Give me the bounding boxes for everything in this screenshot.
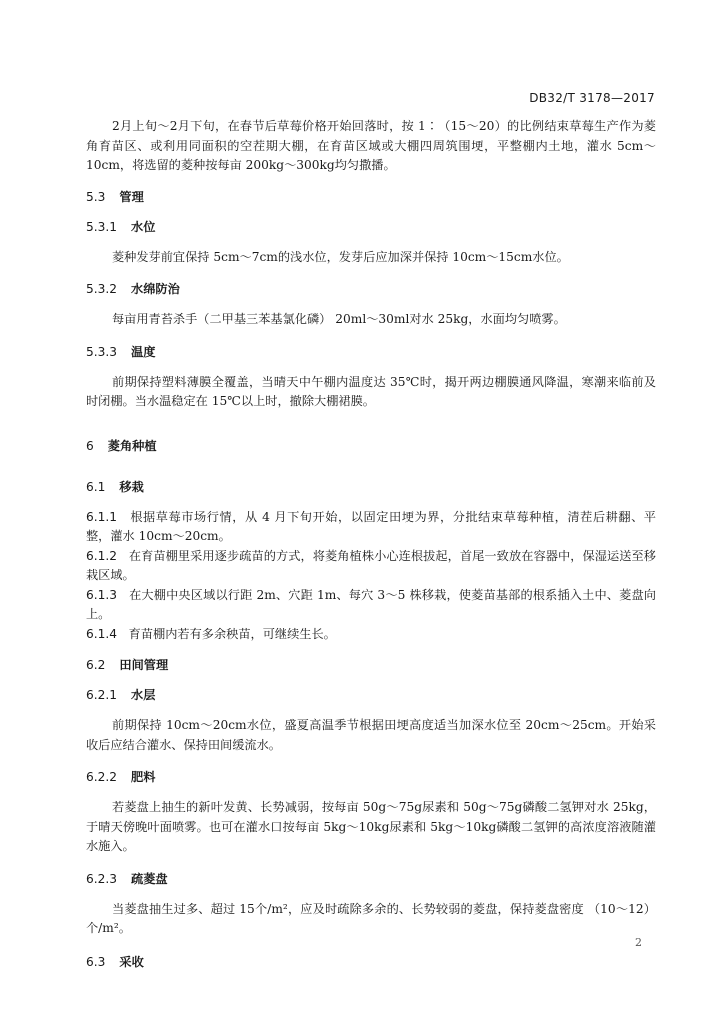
section-title: 采收 (119, 954, 144, 969)
section-heading (86, 478, 656, 495)
section-title: 水位 (131, 219, 156, 234)
section-heading (86, 656, 656, 673)
paragraph: 2月上旬～2月下旬，在春节后草莓价格开始回落时，按 1∶（15～20）的比例结束草莓生产作为菱角育苗区、或利用同面积的空茬期大棚，在育苗区域或大棚四周筑围埂，平整棚内土地，灌水 5cm～10cm，将选留的菱种按每亩 200kg～300kg均匀撒播。 (86, 119, 656, 172)
item-text: 在育苗棚里采用逐步疏苗的方式，将菱角植株小心连根拔起，首尾一致放在容器中，保湿运送至移栽区域。 (86, 548, 656, 582)
paragraph: 若菱盘上抽生的新叶发黄、长势减弱，按每亩 50g～75g尿素和 50g～75g磷酸二氢钾对水 25kg，于晴天傍晚叶面喷雾。也可在灌水口按每亩 5kg～10kg尿素和 5kg～10kg磷酸二氢钾的高浓度溶液随灌水施入。 (86, 800, 656, 853)
section-number: 5.3 (86, 189, 106, 204)
section-number: 6.2 (86, 658, 106, 672)
chapter-number: 6 (86, 438, 94, 453)
page-content (86, 117, 656, 970)
section-number: 6.1 (86, 479, 106, 494)
section-heading (86, 953, 656, 970)
section-number: 6.3 (86, 954, 106, 969)
section-heading (86, 686, 656, 703)
section-number: 5.3.2 (86, 282, 118, 296)
item-text: 根据草莓市场行情，从 4 月下旬开始，以固定田埂为界，分批结束草莓种植，清茬后耕翻、平整，灌水 10cm～20cm。 (86, 509, 656, 543)
section-number: 5.3.1 (86, 219, 118, 234)
section-number: 5.3.3 (86, 344, 118, 359)
item-text: 育苗棚内若有多余秧苗，可继续生长。 (128, 626, 336, 641)
section-title: 肥料 (131, 770, 156, 784)
section-number: 6.2.2 (86, 770, 118, 784)
section-title: 疏菱盘 (131, 871, 168, 886)
section-title: 移栽 (119, 479, 144, 494)
numbered-item (86, 625, 656, 645)
section-title: 田间管理 (119, 658, 169, 672)
paragraph: 前期保持塑料薄膜全覆盖，当晴天中午棚内温度达 35℃时，揭开两边棚膜通风降温，寒潮来临前及时闭棚。当水温稳定在 15℃以上时，撤除大棚裙膜。 (86, 374, 656, 408)
numbered-item (86, 508, 656, 547)
paragraph: 菱种发芽前宜保持 5cm～7cm的浅水位，发芽后应加深并保持 10cm～15cm水位。 (112, 249, 569, 264)
section-title: 水层 (131, 688, 156, 702)
chapter-heading (86, 437, 656, 454)
numbered-item (86, 547, 656, 586)
page-number: 2 (635, 936, 642, 949)
numbered-item (86, 586, 656, 625)
section-title: 温度 (131, 344, 156, 359)
section-title: 水绵防治 (131, 282, 180, 296)
section-heading (86, 218, 656, 235)
section-title: 管理 (119, 189, 144, 204)
item-text: 在大棚中央区域以行距 2m、穴距 1m、每穴 3～5 株移栽，使菱苗基部的根系插入土中、菱盘向上。 (86, 587, 656, 621)
section-heading (86, 188, 656, 205)
section-heading (86, 768, 656, 785)
section-heading (86, 280, 656, 297)
chapter-title: 菱角种植 (107, 438, 157, 453)
item-number: 6.1.2 (86, 548, 118, 563)
item-number: 6.1.4 (86, 626, 118, 641)
paragraph: 每亩用青苔杀手（二甲基三苯基氯化磷） 20ml～30ml对水 25kg，水面均匀喷雾。 (112, 312, 566, 326)
section-number: 6.2.3 (86, 871, 118, 886)
standard-code: DB32/T 3178—2017 (529, 91, 655, 105)
section-heading (86, 870, 656, 887)
paragraph: 前期保持 10cm～20cm水位，盛夏高温季节根据田埂高度适当加深水位至 20cm～25cm。开始采收后应结合灌水、保持田间缓流水。 (86, 718, 656, 752)
item-number: 6.1.1 (86, 509, 118, 524)
section-number: 6.2.1 (86, 688, 118, 702)
paragraph: 当菱盘抽生过多、超过 15个/m²，应及时疏除多余的、长势较弱的菱盘，保持菱盘密度 （10～12）个/m²。 (86, 901, 656, 935)
section-heading (86, 343, 656, 360)
item-number: 6.1.3 (86, 587, 118, 602)
